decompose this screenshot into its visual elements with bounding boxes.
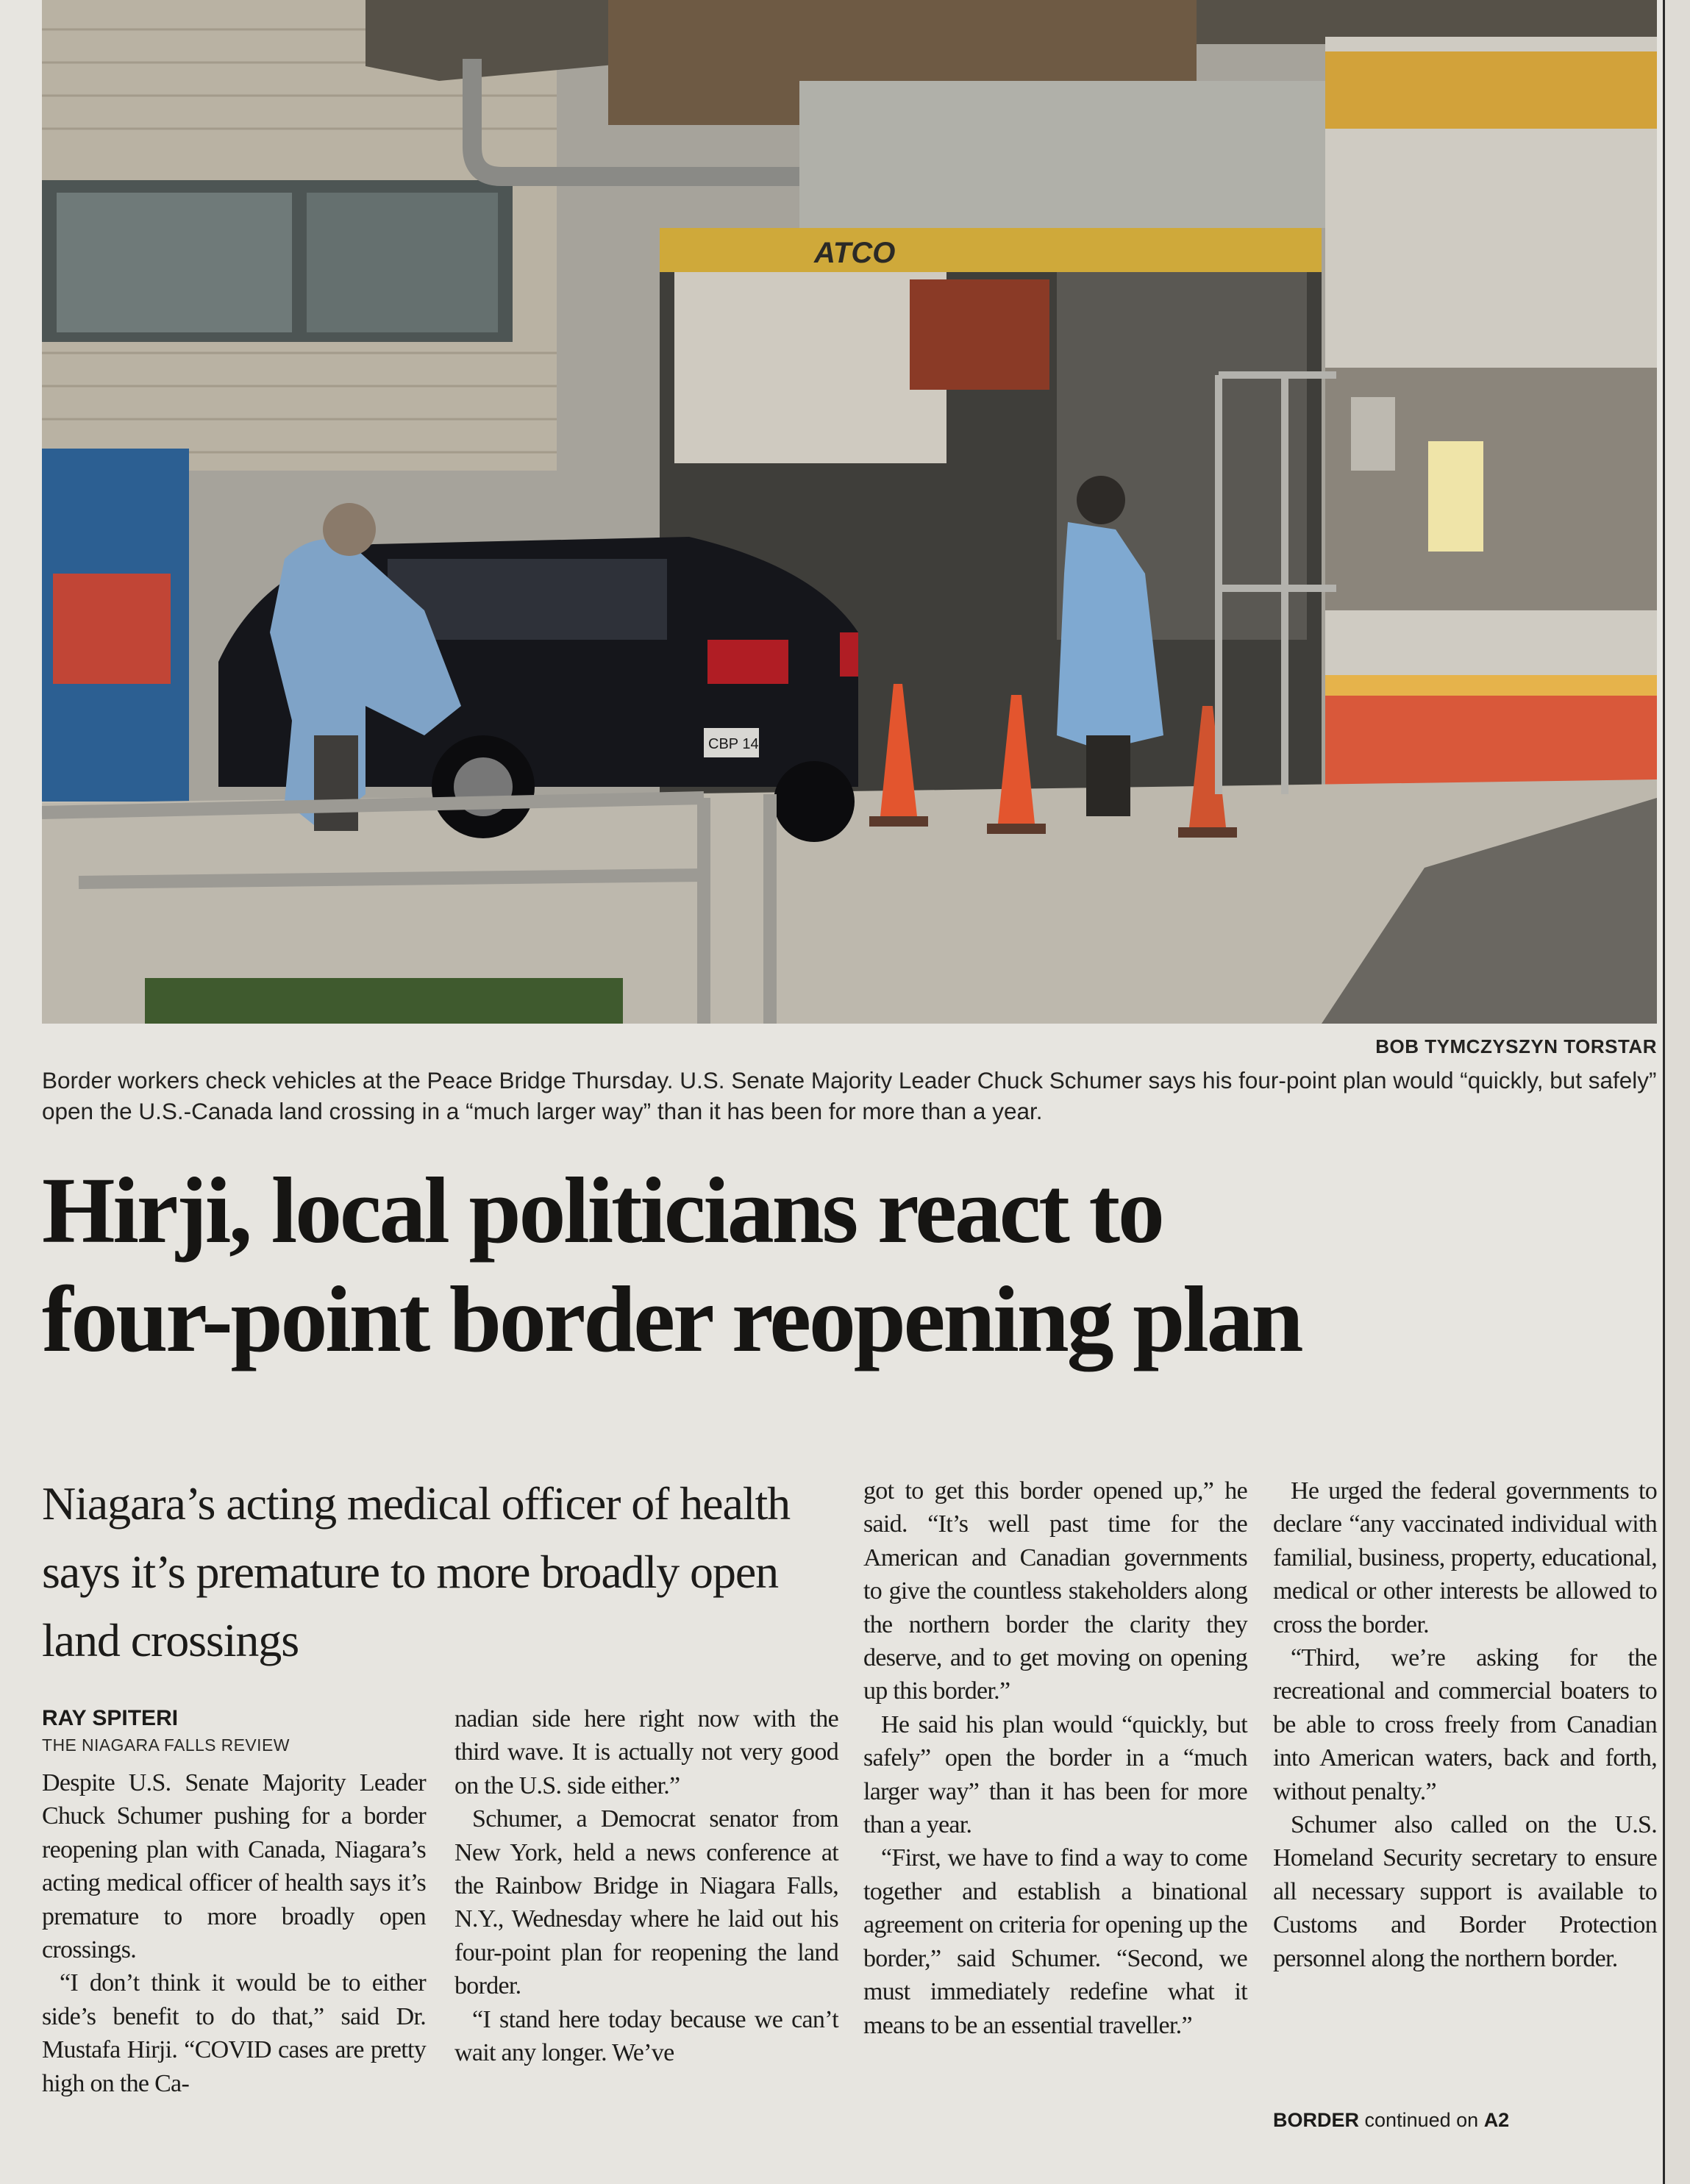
photo-caption: Border workers check vehicles at the Peace Bridge Thursday. U.S. Senate Majority Leader Chuck Schumer says his four-point plan would “quickly, but safely” open the U.S.-Canada land crossing in a “much larger way” than it has been for more than a year.	[42, 1067, 1657, 1124]
jump-page: A2	[1483, 2109, 1510, 2131]
paragraph: “Third, we’re asking for the recreational and commercial boaters to be able to cross freely from Canadian into American waters, back and forth, without penalty.”	[1273, 1644, 1657, 1805]
article-column-2	[454, 1702, 838, 2069]
paragraph: “First, we have to find a way to come together and establish a binational agreement on criteria for opening up the border,” said Schumer. “Second, we must immediately redefine what it means to be an essential traveller.”	[863, 1844, 1247, 2039]
licence-plate: CBP 14	[708, 736, 759, 752]
paragraph: He said his plan would “quickly, but safely” open the border in a “much larger way” than it has been for more than a year.	[863, 1710, 1247, 1839]
paragraph: nadian side here right now with the third wave. It is actually not very good on the U.S. side either.”	[454, 1705, 838, 1799]
photo-credit: BOB TYMCZYSZYN TORSTAR	[1375, 1035, 1657, 1057]
article-column-3	[863, 1474, 1247, 2042]
trailer-sign: ATCO	[814, 237, 896, 269]
jump-keyword: BORDER	[1273, 2109, 1360, 2131]
byline-author: RAY SPITERI	[42, 1706, 179, 1730]
paragraph: Despite U.S. Senate Majority Leader Chuck Schumer pushing for a border reopening plan with Canada, Niagara’s acting medical officer of health says it’s premature to more broadly open crossings.	[42, 1769, 426, 1964]
paragraph: “I don’t think it would be to either side’s benefit to do that,” said Dr. Mustafa Hirji. “COVID cases are pretty high on the Ca-	[42, 1969, 426, 2097]
byline-affiliation: THE NIAGARA FALLS REVIEW	[42, 1735, 290, 1755]
adjacent-page-edge	[1663, 0, 1690, 2184]
paragraph: “I stand here today because we can’t wait any longer. We’ve	[454, 2005, 838, 2067]
headline-line-2: four-point border reopening plan	[42, 1267, 1302, 1371]
jump-text: continued on	[1364, 2109, 1479, 2131]
continued-jump-line	[1273, 2109, 1509, 2132]
news-photo	[42, 0, 1657, 1024]
headline-line-1: Hirji, local politicians react to	[42, 1158, 1163, 1263]
headline	[42, 1156, 1660, 1374]
paragraph: Schumer also called on the U.S. Homeland Security secretary to ensure all necessary support is available to Customs and Border Protection personnel along the northern border.	[1273, 1811, 1657, 1972]
paragraph: He urged the federal governments to declare “any vaccinated individual with familial, business, property, educational, medical or other interests be allowed to cross the border.	[1273, 1477, 1657, 1638]
subheadline-deck: Niagara’s acting medical officer of health says it’s premature to more broadly open land crossings	[42, 1477, 791, 1666]
article-column-1	[42, 1766, 426, 2100]
paragraph: got to get this border opened up,” he said. “It’s well past time for the American and Canadian governments to give the countless stakeholders along the northern border the clarity they deserve, and to get moving on opening up this border.”	[863, 1477, 1247, 1705]
border-crossing-photo	[42, 0, 1657, 1024]
paragraph: Schumer, a Democrat senator from New York, held a news conference at the Rainbow Bridge in Niagara Falls, N.Y., Wednesday where he laid out his four-point plan for reopening the land border.	[454, 1805, 838, 2000]
article-column-4	[1273, 1474, 1657, 1975]
